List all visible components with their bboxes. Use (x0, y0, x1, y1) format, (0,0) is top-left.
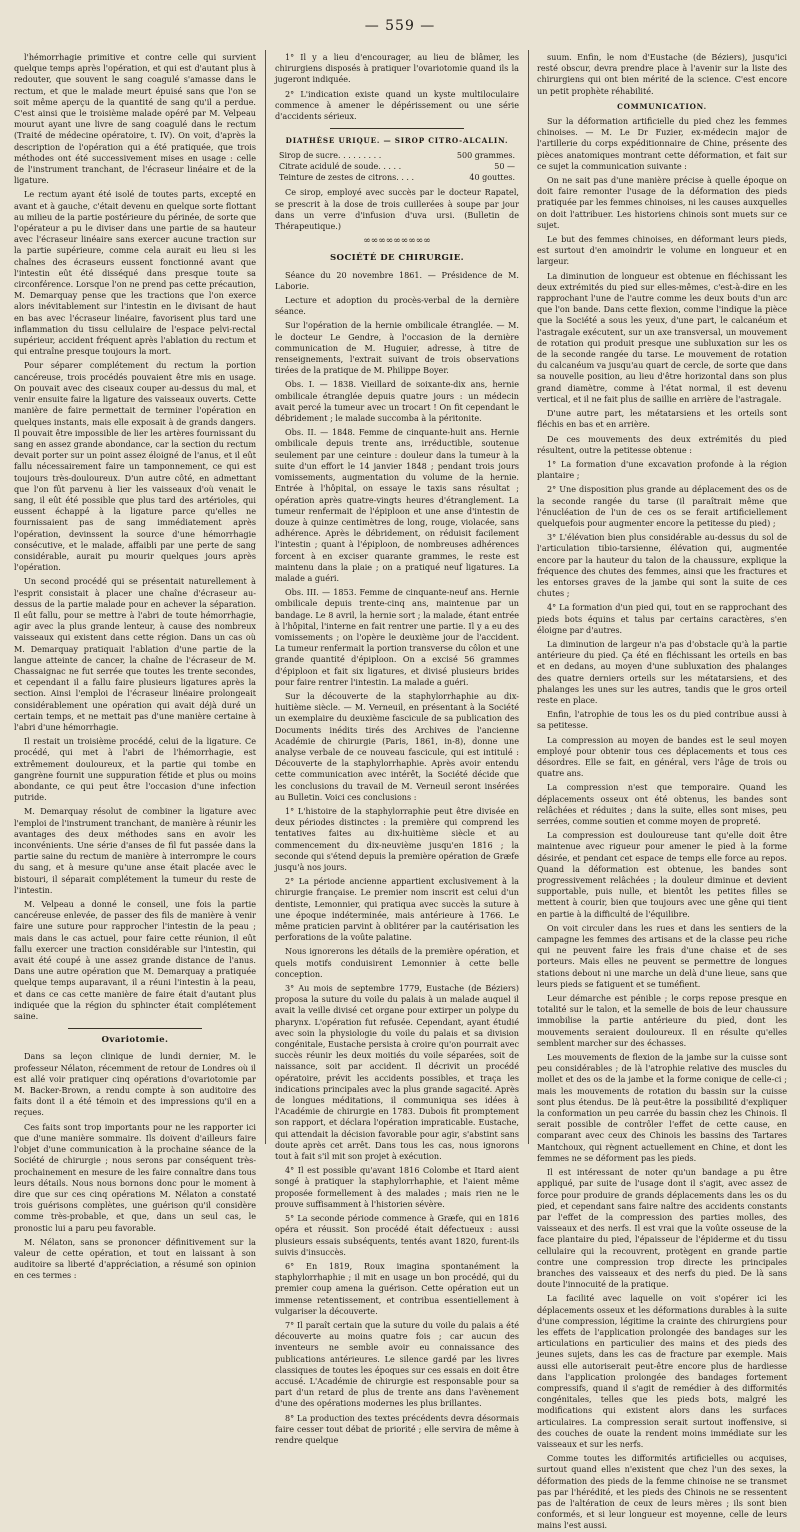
paragraph: Comme toutes les difformités artificielles ou acquises, surtout quand elles n'existent que chez l'un des sexes, la déformation des pieds de la femme chinoise ne se transmet pas par l'hérédité, et les pieds des Chinois ne se ressentent pas de l'altération de ceux de leurs mères ; ils sont bien conformés, et si leur longueur est moyenne, celle de leurs mains l'est aussi. (537, 1453, 787, 1531)
paragraph: 7° Il paraît certain que la suture du voile du palais a été découverte au moins quatre fois ; car aucun des inventeurs ne semble avoir eu connaissance des publications antérieures. Le silence gardé par les livres classiques de toutes les époques sur ces essais en doit être accusé. L'Académie de chirurgie est responsable pour sa part d'un retard de plus de trente ans dans l'avènement d'une des opérations modernes les plus brillantes. (275, 1319, 519, 1409)
formula-row (275, 172, 519, 183)
paragraph: 2° L'indication existe quand un kyste multiloculaire commence à amener le dépérissement ou une série d'accidents sérieux. (275, 88, 519, 122)
paragraph: La diminution de longueur est obtenue en fléchissant les deux extrémités du pied sur elles-mêmes, c'est-à-dire en les rapprochant l'une de l'autre comme les deux bouts d'un arc que l'on bande. Dans cette flexion, comme l'indique la pièce que la Société a sous les yeux, d'une part, le calcanéum et l'astragale exécutent, sur un axe transversal, un mouvement de rotation qui produit presque une subluxation sur les os de la seconde rangée du tarse. Le mouvement de rotation du calcanéum va jusqu'au quart de cercle, de sorte que dans sa nouvelle position, au lieu d'être horizontal dans son plus grand diamètre, comme à l'état normal, il est devenu vertical, et il ne fait plus de saillie en arrière de l'astragale. (537, 270, 787, 404)
paragraph: Obs. II. — 1848. Femme de cinquante-huit ans. Hernie ombilicale depuis trente ans, irréductible, soutenue seulement par une ceinture : douleur dans la tumeur à la suite d'un effort le 14 janvier 1848 ; pendant trois jours vomissements, augmentation du volume de la hernie. Entrée à l'hôpital, on essaye le taxis sans résultat ; opération après quatre-vingts heures d'étranglement. La tumeur renfermait de l'épiploon et une anse d'intestin de douze à quinze centimètres de long, rouge, violacée, sans adhérence. Après le débridement, on réduisit facilement l'intestin ; quant à l'épiploon, de nombreuses adhérences forcent à en exciser quarante grammes, le reste est maintenu dans la plaie ; on a pratiqué neuf ligatures. La malade a guéri. (275, 427, 519, 583)
paragraph: Le but des femmes chinoises, en déformant leurs pieds, est surtout d'en amoindrir le volume en longueur et en largeur. (537, 234, 787, 267)
paragraph: M. Nélaton, sans se prononcer définitivement sur la valeur de cette opération, et tout en laissant à son auditoire sa liberté d'appréciation, a résumé son opinion en ces termes : (14, 1236, 256, 1281)
paragraph: La facilité avec laquelle on voit s'opérer ici les déplacements osseux et les déformations durables à la suite d'une compression, légitime la crainte des chirurgiens pour les effets de l'application prolongée des bandages sur les articulations en particulier des mains et des pieds des jeunes sujets, dans les cas de fracture par exemple. Mais aussi elle autoriserait peut-être encore plus de hardiesse dans l'application prolongée des bandages fortement compressifs, quand il s'agit de remédier à des difformités congénitales, telles que les pieds bots, malgré les modifications qui existent alors dans les surfaces articulaires. La compression serait surtout inoffensive, si des couches de ouate la rendent moins immédiate sur les vaisseaux et sur les nerfs. (537, 1293, 787, 1449)
paragraph: La diminution de largeur n'a pas d'obstacle qu'à la partie antérieure du pied. Ça été en fléchissant les orteils en bas et en dedans, au moyen d'une subluxation des phalanges des quatre derniers orteils sur les métatarsiens, et des phalanges les unes sur les autres, tandis que le gros orteil reste en place. (537, 638, 787, 705)
paragraph: Leur démarche est pénible ; le corps repose presque en totalité sur le talon, et la semelle de bois de leur chaussure immobilise la partie antérieure du pied, dont les mouvements seraient douloureux. Il en résulte qu'elles semblent marcher sur des échasses. (537, 993, 787, 1048)
paragraph: Nous ignorerons les détails de la première opération, et quels motifs conduisirent Lemonnier à cette belle conception. (275, 946, 519, 979)
separator (330, 128, 464, 129)
column-3 (537, 52, 787, 1531)
paragraph: La compression au moyen de bandes est le seul moyen employé pour obtenir tous ces déplacements et tous ces désordres. Elle se fait, en général, vers l'âge de trois ou quatre ans. (537, 734, 787, 779)
section-title-communication: COMMUNICATION. (617, 101, 707, 111)
paragraph: Dans sa leçon clinique de lundi dernier, M. le professeur Nélaton, récemment de retour de Londres où il est allé voir pratiquer cinq opérations d'ovariotomie par M. Backer-Brown, a rendu compte à son auditoire des faits dont il a été témoin et des impressions qu'il en a reçues. (14, 1051, 256, 1118)
formula-note: Ce sirop, employé avec succès par le docteur Rapatel, se prescrit à la dose de trois cuillerées à soupe par jour dans un verre d'infusion d'uva ursi. (Bulletin de Thérapeutique.) (275, 187, 519, 232)
page-number: — 559 — (364, 18, 436, 34)
paragraph: Pour séparer complétement du rectum la portion cancéreuse, trois procédés pouvaient être mis en usage. On pouvait avec des ciseaux couper au-dessus du mal, et venir ensuite faire la ligature des vaisseaux ouverts. Cette manière de faire permettait de terminer l'opération en quelques instants, mais elle exposait à de grands dangers. Il pouvait être impossible de lier les artères fournissant du sang en assez grande abondance, car la section du rectum devait porter sur un point assez éloigné de l'anus, et il eût fallu nécessairement faire un tamponnement, ce qui est toujours très-douloureux. D'un autre côté, en admettant que l'on fût parvenu à lier les vaisseaux d'où venait le sang, il eût été possible que plus tard des artérioles, qui eussent échappé à la ligature parce qu'elles ne fournissaient pas de sang immédiatement après l'opération, devinssent la source d'une hémorrhagie consécutive, et le malade, affaibli par une perte de sang considérable, aurait pu mourir quelques jours après l'opération. (14, 360, 256, 573)
formula-qty: 50 — (494, 162, 515, 172)
paragraph: La compression est douloureuse tant qu'elle doit être maintenue avec rigueur pour amener le pied à la forme désirée, et pendant cet espace de temps elle force au repos. Quand la déformation est obtenue, les bandes sont progressivement relâchées ; la douleur diminue et devient supportable, puis nulle, et bientôt les petites filles se mettent à courir, bien que toujours avec une gêne qui tient en partie à la difficulté de l'équilibre. (537, 830, 787, 919)
paragraph: Sur l'opération de la hernie ombilicale étranglée. — M. le docteur Le Gendre, à l'occasion de la dernière communication de M. Huguier, adresse, à titre de renseignements, l'extrait suivant de trois observations tirées de la pratique de M. Philippe Boyer. (275, 320, 519, 376)
paragraph: Il est intéressant de noter qu'un bandage a pu être appliqué, par suite de l'usage dont il s'agit, avec assez de force pour produire de grands déplacements dans les os du pied, et cependant sans faire naître des accidents constants par l'effet de la compression des parties molles, des vaisseaux et des nerfs. Il est vrai que la voûte osseuse de la face plantaire du pied, l'épaisseur de l'épiderme et du tissu cellulaire qui la recouvrent, protègent en grande partie contre une compression trop directe les principales branches des vaisseaux et des nerfs du pied. De là sans doute l'innocuité de la pratique. (537, 1167, 787, 1290)
paragraph: 2° La période ancienne appartient exclusivement à la chirurgie française. Le premier nom inscrit est celui d'un dentiste, Lemonnier, qui pratiqua avec succès la suture à une époque indéterminée, mais antérieure à 1766. Le même praticien parvint à oblitérer par la cautérisation les perforations de la voûte palatine. (275, 876, 519, 943)
ornament-divider: ∞∞∞∞∞∞∞∞∞ (363, 236, 431, 247)
paragraph: l'hémorrhagie primitive et contre celle qui survient quelque temps après l'opération, et qui est d'autant plus à redouter, que souvent le sang coagulé s'amasse dans le rectum, et que le malade meurt épuisé sans que l'on se soit même aperçu de la quantité de sang qu'il a perdue. C'est ainsi que le troisième malade opéré par M. Velpeau mourut ayant une livre de sang coagulé dans le rectum (Traité de médecine opératoire, t. IV). On voit, d'après la description de l'opération qui a été pratiquée, que trois méthodes ont été successivement mises en usage : celle de l'instrument tranchant, de l'écraseur linéaire et de la ligature. (14, 52, 256, 186)
paragraph: On ne sait pas d'une manière précise à quelle époque on doit faire remonter l'usage de la déformation des pieds pratiquée par les femmes chinoises, ni les causes auxquelles on doit l'attribuer. Les historiens chinois sont muets sur ce sujet. (537, 175, 787, 230)
section-title-ovariotomie: Ovariotomie. (101, 1035, 169, 1046)
paragraph: 4° Il est possible qu'avant 1816 Colombe et Itard aient songé à pratiquer la staphylorrhaphie, et l'aient même proposée formellement à des malades ; mais rien ne le prouve suffisamment à l'historien sévère. (275, 1165, 519, 1209)
paragraph: On voit circuler dans les rues et dans les sentiers de la campagne les femmes des artisans et de la classe peu riche qui ne peuvent faire les frais d'une chaise et de ses porteurs. Mais elles ne peuvent se permettre de longues stations debout ni une marche un delà d'une lieue, sans que leurs pieds se fatiguent et se tuméfient. (537, 922, 787, 989)
paragraph: suum. Enfin, le nom d'Eustache (de Béziers), jusqu'ici resté obscur, devra prendre place à l'avenir sur la liste des chirurgiens qui ont bien mérité de la science. C'est encore un petit prophète réhabilité. (537, 52, 787, 96)
paragraph: Obs. I. — 1838. Vieillard de soixante-dix ans, hernie ombilicale étranglée depuis quatre jours : un médecin avait percé la tumeur avec un trocart ! On fit cependant le débridement ; le malade succomba à la péritonite. (275, 379, 519, 424)
paragraph: Un second procédé qui se présentait naturellement à l'esprit consistait à placer une chaîne d'écraseur au-dessus de la partie malade pour en achever la séparation. Il eût fallu, pour se mettre à l'abri de toute hémorrhagie, agir avec la plus grande lenteur, à cause des nombreux vaisseaux qui existent dans cette région. Dans un cas où M. Demarquay pratiquait l'ablation d'une partie de la langue atteinte de cancer, la chaîne de l'écraseur de M. Chassaignac ne fut serrée que toutes les trente secondes, et cependant il a fallu faire plusieurs ligatures après la section. Ainsi l'emploi de l'écraseur linéaire prolongeait considérablement une opération qui avait déjà duré un certain temps, et ne mettait pas d'une manière certaine à l'abri d'une hémorrhagie. (14, 576, 256, 732)
paragraph: M. Demarquay résolut de combiner la ligature avec l'emploi de l'instrument tranchant, de manière à réunir les avantages des deux méthodes sans en avoir les inconvénients. Une série d'anses de fil fut passée dans la partie saine du rectum de manière à interrompre le cours du sang, et à mesure qu'une anse était placée avec le bistouri, il séparait complétement la tumeur du reste de l'intestin. (14, 806, 256, 895)
paragraph: D'une autre part, les métatarsiens et les orteils sont fléchis en bas et en arrière. (537, 408, 787, 430)
paragraph: De ces mouvements des deux extrémités du pied résultent, outre la petitesse obtenue : (537, 433, 787, 455)
paragraph: 1° Il y a lieu d'encourager, au lieu de blâmer, les chirurgiens disposés à pratiquer l'ovariotomie quand ils la jugeront indiquée. (275, 52, 519, 85)
paragraph: 4° La formation d'un pied qui, tout en se rapprochant des pieds bots équins et talus par certains caractères, s'en éloigne par d'autres. (537, 602, 787, 635)
column-rule (528, 50, 529, 1144)
formula-qty: 40 gouttes. (469, 173, 515, 183)
formula-item: Teinture de zestes de citrons. . . . (279, 173, 415, 183)
column-rule (265, 50, 266, 1144)
paragraph: Les mouvements de flexion de la jambe sur la cuisse sont peu considérables ; de là l'atrophie relative des muscles du mollet et des os de la jambe et la forme conique de celle-ci ; mais les mouvements de rotation du bassin sur la cuisse sont plus étendus. De là peut-être la possibilité d'expliquer la conformation un peu carrée du bassin chez les Chinois. Il serait possible de contrôler l'effet de cette cause, en comparant avec ceux des Chinois les bassins des Tartares Mantchoux, qui règnent actuellement en Chine, et dont les femmes ne se déforment pas les pieds. (537, 1052, 787, 1163)
paragraph: Lecture et adoption du procès-verbal de la dernière séance. (275, 295, 519, 317)
paragraph: 2° Une disposition plus grande au déplacement des os de la seconde rangée du tarse (il paraîtrait même que l'énucléation de l'un de ces os se ferait artificiellement quelquefois pour augmenter encore la petitesse du pied) ; (537, 484, 787, 528)
separator (68, 1028, 201, 1029)
paragraph: 3° Au mois de septembre 1779, Eustache (de Béziers) proposa la suture du voile du palais à un malade auquel il avait la veille divisé cet organe pour extirper un polype du pharynx. L'opération fut refusée. Cependant, ayant étudié avec soin la physiologie du voile du palais et sa division congénitale, Eustache persista à croire qu'on pourrait avec succès réunir les deux moitiés du voile séparées, soit de naissance, soit par accident. Il décrivit un procédé opératoire, prévit les accidents possibles, et traça les indications principales avec la plus grande sagacité. Après de longues méditations, il communiqua ses idées à l'Académie de chirurgie en 1783. Dubois fit promptement son rapport, et déclara l'opération impraticable. Eustache, qui attendait la décision favorable pour agir, s'abstint sans doute après cet arrêt. Dans tous les cas, nous ignorons tout à fait s'il mit son projet à exécution. (275, 983, 519, 1162)
formula-qty: 500 grammes. (456, 151, 515, 161)
paragraph: 1° L'histoire de la staphylorraphie peut être divisée en deux périodes distinctes : la première qui comprend les tentatives faites au dix-huitième siècle et au commencement du dix-neuvième jusqu'en 1816 ; la seconde qui s'étend depuis la première opération de Græfe jusqu'à nos jours. (275, 805, 519, 872)
paragraph: 8° La production des textes précédents devra désormais faire cesser tout débat de priorité ; elle servira de même à rendre quelque (275, 1412, 519, 1445)
paragraph: Il restait un troisième procédé, celui de la ligature. Ce procédé, qui met à l'abri de l'hémorrhagie, est extrêmement douloureux, et la partie qui tombe en gangrène fournit une suppuration fétide et plus ou moins abondante, ce qui peut être l'occasion d'une infection putride. (14, 736, 256, 803)
paragraph: La compression n'est que temporaire. Quand les déplacements osseux ont été obtenus, les bandes sont relâchées et réduites ; dans la suite, elles sont mises, peu serrées, comme soutien et comme moyen de propreté. (537, 782, 787, 826)
section-title-societe: SOCIÉTÉ DE CHIRURGIE. (329, 253, 465, 264)
formula-row (275, 150, 519, 161)
paragraph: 6° En 1819, Roux imagina spontanément la staphylorrhaphie ; il mit en usage un bon procédé, qui du premier coup amena la guérison. Cette opération eut un immense retentissement, et contribua essentiellement à vulgariser la découverte. (275, 1260, 519, 1316)
formula-item: Citrate acidulé de soude. . . . . (279, 162, 402, 172)
paragraph: Enfin, l'atrophie de tous les os du pied contribue aussi à sa petitesse. (537, 709, 787, 731)
paragraph: 1° La formation d'une excavation profonde à la région plantaire ; (537, 458, 787, 481)
column-1 (14, 52, 256, 1281)
paragraph: Sur la déformation artificielle du pied chez les femmes chinoises. — M. Le Dr Fuzier, ex-médecin major de l'artillerie du corps expéditionnaire de Chine, présente des pièces anatomiques montrant cette déformation, et fait sur ce sujet la communication suivante : (537, 116, 787, 171)
paragraph: Sur la découverte de la staphylorrhaphie au dix-huitième siècle. — M. Verneuil, en présentant à la Société un exemplaire du deuxième fascicule de sa publication des Documents inédits tirés des Archives de l'ancienne Académie de chirurgie (Paris, 1861, in-8), donne une analyse verbale de ce nouveau fascicule, qui est intitulé : Découverte de la staphylorrhaphie. Après avoir entendu cette communication avec intérêt, la Société décide que les conclusions du travail de M. Verneuil seront insérées au Bulletin. Voici ces conclusions : (275, 690, 519, 802)
column-2 (275, 52, 519, 1445)
paragraph: M. Velpeau a donné le conseil, une fois la partie cancéreuse enlevée, de passer des fils de manière à venir faire une suture pour rapprocher l'intestin de la peau ; mais dans le cas actuel, pour faire cette réunion, il eût fallu exercer une traction considérable sur l'intestin, qui avait été coupé à une assez grande distance de l'anus. Dans une autre opération que M. Demarquay a pratiquée quelque temps auparavant, il a réuni l'intestin à la peau, et dans ce cas cette manière de faire était d'autant plus indiquée que la région du sphincter était complétement saine. (14, 899, 256, 1022)
paragraph: 5° La seconde période commence à Græfe, qui en 1816 opéra et réussit. Son procédé était défectueux : aussi plusieurs essais subséquents, tentés avant 1820, furent-ils suivis d'insuccès. (275, 1213, 519, 1257)
formula-title: DIATHÈSE URIQUE. — SIROP CITRO-ALCALIN. (285, 136, 509, 146)
session-line: Séance du 20 novembre 1861. — Présidence de M. Laborie. (275, 269, 519, 291)
paragraph: Le rectum ayant été isolé de toutes parts, excepté en avant et à gauche, c'était devenu en quelque sorte flottant au milieu de la partie postérieure du périnée, de sorte que l'opérateur a pu le diviser dans une partie de sa hauteur avec l'écraseur linéaire sans exercer aucune traction sur la partie supérieure, comme cela aurait eu lieu si les chaînes des écraseurs eussent fonctionné avant que l'intestin eût été disséqué dans presque toute sa circonférence. Lorsque l'on ne prend pas cette précaution, M. Demarquay pense que les tractions que l'on exerce alors inévitablement sur l'intestin en le divisant de haut en bas avec l'écraseur linéaire, favorisent plus tard une inflammation du tissu cellulaire de l'espace pelvi-rectal supérieur, accident fréquent après l'ablation du rectum et qui entraîne presque toujours la mort. (14, 189, 256, 357)
formula-item: Sirop de sucre. . . . . . . . . (279, 151, 382, 161)
paragraph: 3° L'élévation bien plus considérable au-dessus du sol de l'articulation tibio-tarsienne, élévation qui, augmentée encore par la hauteur du talon de la chaussure, explique la fréquence des chutes des femmes, ainsi que les fractures et les entorses graves de la jambe qui sont la suite de ces chutes ; (537, 532, 787, 599)
formula-row (275, 161, 519, 172)
paragraph: Obs. III. — 1853. Femme de cinquante-neuf ans. Hernie ombilicale depuis trente-cinq ans, maintenue par un bandage. Le 8 avril, la hernie sort ; la malade, étant entrée à l'hôpital, l'interne en fait rentrer une partie. Il y a eu des vomissements ; on l'opère le deuxième jour de l'accident. La tumeur renfermait la portion transverse du côlon et une grande quantité d'épiploon. On a excisé 56 grammes d'épiploon et fait six ligatures, et divisé plusieurs brides pour faire rentrer l'intestin. La malade a guéri. (275, 587, 519, 687)
paragraph: Ces faits sont trop importants pour ne les rapporter ici que d'une manière sommaire. Ils doivent d'ailleurs faire l'objet d'une communication à la prochaine séance de la Société de chirurgie ; nous serons par conséquent très-prochainement en mesure de les faire connaître dans tous leurs détails. Nous nous bornons donc pour le moment à dire que sur ces cinq opérations M. Nélaton a constaté trois guérisons complètes, une guérison qu'il considère comme très-probable, et que, dans un seul cas, le pronostic lui a paru peu favorable. (14, 1121, 256, 1233)
formula-table (275, 150, 519, 183)
